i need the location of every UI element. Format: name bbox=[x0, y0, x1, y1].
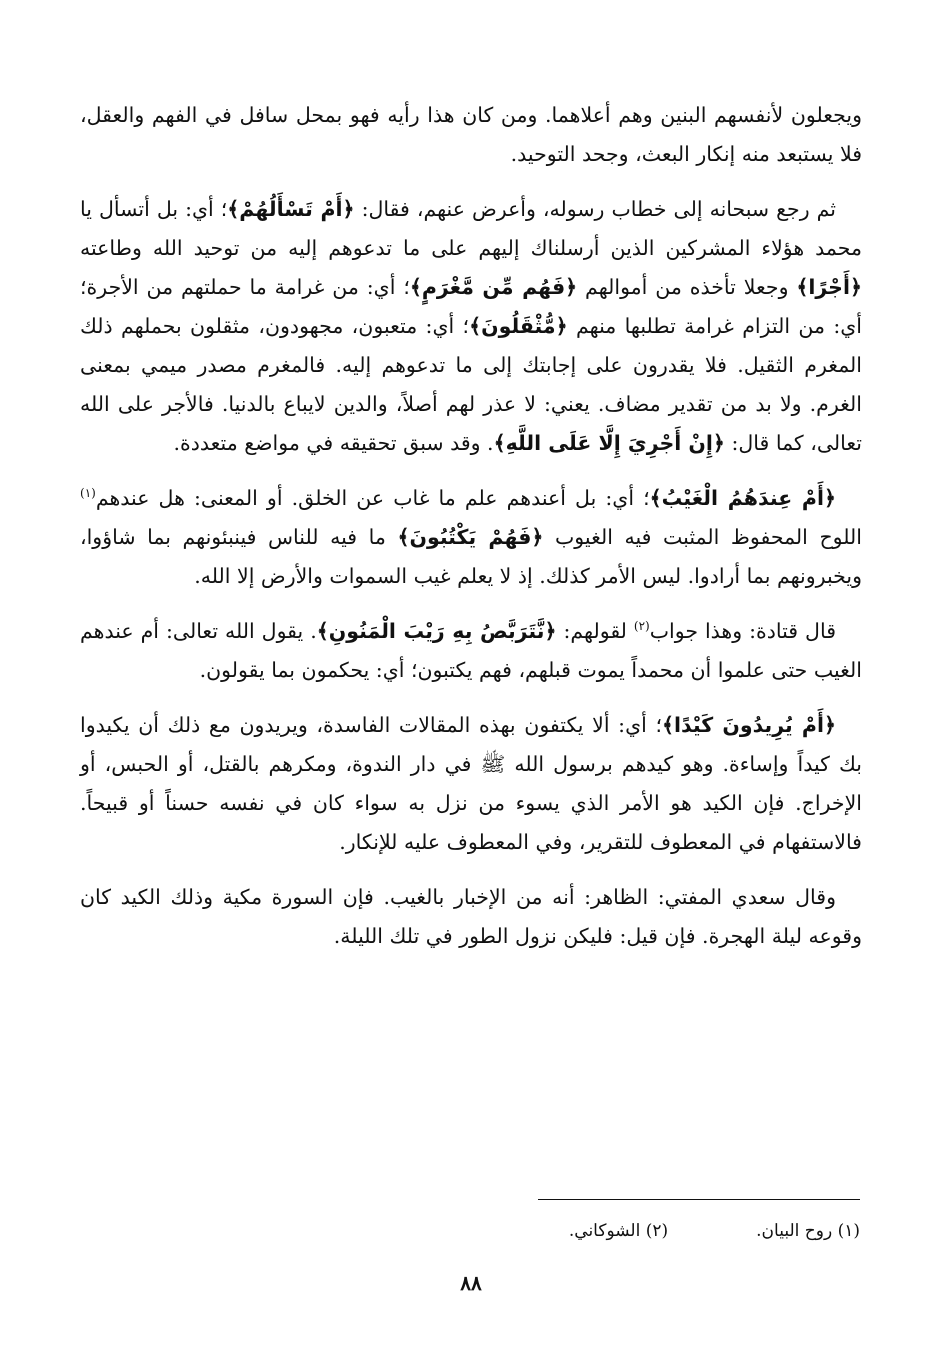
footnote-item bbox=[756, 1218, 860, 1244]
text-run: ويجعلون لأنفسهم البنين وهم أعلاهما. ومن كان هذا رأيه فهو بمحل سافل في الفهم والعقل، فلا يستبعد منه إنكار البعث، وجحد التوحيد. bbox=[80, 103, 862, 166]
footnote-item bbox=[569, 1218, 668, 1244]
quran-verse: ﴿أَجْرًا﴾ bbox=[796, 275, 862, 299]
quran-verse: ﴿فَهُم مِّن مَّغْرَمٍ﴾ bbox=[409, 275, 578, 299]
quran-verse: ﴿أَمْ عِندَهُمُ الْغَيْبُ﴾ bbox=[649, 486, 836, 510]
footnote-number: (٢) bbox=[645, 1221, 669, 1241]
text-run: ؛ أي: بل أتسأل يا محمد هؤلاء المشركين الذين أرسلناك إليهم على ما تدعوهم إليه من توحيد الله وطاعته bbox=[80, 197, 862, 260]
text-run: قال قتادة: وهذا جواب bbox=[649, 619, 836, 643]
text-run: . وقد سبق تحقيقه في مواضع متعددة. bbox=[173, 431, 494, 455]
paragraph bbox=[80, 190, 862, 463]
quran-verse: ﴿مُّثْقَلُونَ﴾ bbox=[469, 314, 568, 338]
text-run: . يقول الله تعالى: أم عندهم الغيب حتى علموا أن محمداً يموت قبلهم، فهم يكتبون؛ أي: يحكمون بما يقولون. bbox=[80, 619, 862, 682]
quran-verse: ﴿فَهُمْ يَكْتُبُونَ﴾ bbox=[397, 525, 544, 549]
quran-verse: ﴿أَمْ تَسْأَلُهُمْ﴾ bbox=[227, 197, 355, 221]
footnote-text: الشوكاني. bbox=[568, 1221, 641, 1241]
footnotes bbox=[82, 1218, 860, 1244]
text-run: ؛ أي: من غرامة ما حملتهم من الأجرة؛ أي: من التزام غرامة تطلبها منهم bbox=[80, 275, 863, 338]
text-run: ؛ أي: بل أعندهم علم ما غاب عن الخلق. أو المعنى: هل عندهم bbox=[95, 486, 650, 510]
page-body bbox=[80, 96, 862, 972]
text-run: لقولهم: bbox=[556, 619, 634, 643]
footnote-reference: (١) bbox=[80, 486, 96, 501]
footnote-text: روح البيان. bbox=[756, 1221, 833, 1241]
text-run: وجعلا تأخذه من أموالهم bbox=[577, 275, 797, 299]
text-run: ما فيه للناس فينبئونهم بما شاؤوا، ويخبرونهم بما أرادوا. ليس الأمر كذلك. إذ لا يعلم غيب السموات والأرض إلا الله. bbox=[80, 525, 862, 588]
text-run: ثم رجع سبحانه إلى خطاب رسوله، وأعرض عنهم، فقال: bbox=[354, 197, 836, 221]
footnote-reference: (٢) bbox=[633, 619, 650, 634]
text-run: وقال سعدي المفتي: الظاهر: أنه من الإخبار بالغيب. فإن السورة مكية وذلك الكيد كان وقوعه ليلة الهجرة. فإن قيل: فليكن نزول الطور في تلك الليلة. bbox=[80, 885, 862, 948]
text-run: ؛ أي: ألا يكتفون بهذه المقالات الفاسدة، ويريدون مع ذلك أن يكيدوا بك كيداً وإساءة. وهو كيدهم برسول الله ﷺ في دار الندوة، ومكرهم بالقتل، أو الحبس، أو الإخراج. فإن الكيد هو الأمر الذي يسوء من نزل به سواء كان في نفسه حسناً أو قبيحاً. فالاستفهام في المعطوف للتقرير، وفي المعطوف عليه للإنكار. bbox=[80, 713, 862, 854]
quran-verse: ﴿إِنْ أَجْرِيَ إِلَّا عَلَى اللَّهِ﴾ bbox=[493, 431, 725, 455]
text-run: اللوح المحفوظ المثبت فيه الغيوب bbox=[543, 525, 862, 549]
quran-verse: ﴿نَّتَرَبَّصُ بِهِ رَيْبَ الْمَنُونِ﴾ bbox=[316, 619, 557, 643]
footnote-number: (١) bbox=[837, 1221, 860, 1241]
footnote-divider bbox=[538, 1199, 860, 1200]
paragraph bbox=[80, 878, 862, 956]
paragraph bbox=[80, 96, 862, 174]
text-run: ؛ أي: متعبون، مجهودون، مثقلون بحملهم ذلك المغرم الثقيل. فلا يقدرون على إجابتك إلى ما تدعوهم إليه. فالمغرم مصدر ميمي بمعنى الغرم. ولا بد من تقدير مضاف. يعني: لا عذر لهم أصلاً، والدين لايباع بالدنيا. فالأجر على الله تعالى، كما قال: bbox=[80, 314, 862, 455]
page-number: ٨٨ bbox=[460, 1271, 482, 1295]
paragraph bbox=[80, 612, 862, 690]
paragraph bbox=[80, 479, 862, 596]
quran-verse: ﴿أَمْ يُرِيدُونَ كَيْدًا﴾ bbox=[661, 713, 836, 737]
paragraph bbox=[80, 706, 862, 862]
